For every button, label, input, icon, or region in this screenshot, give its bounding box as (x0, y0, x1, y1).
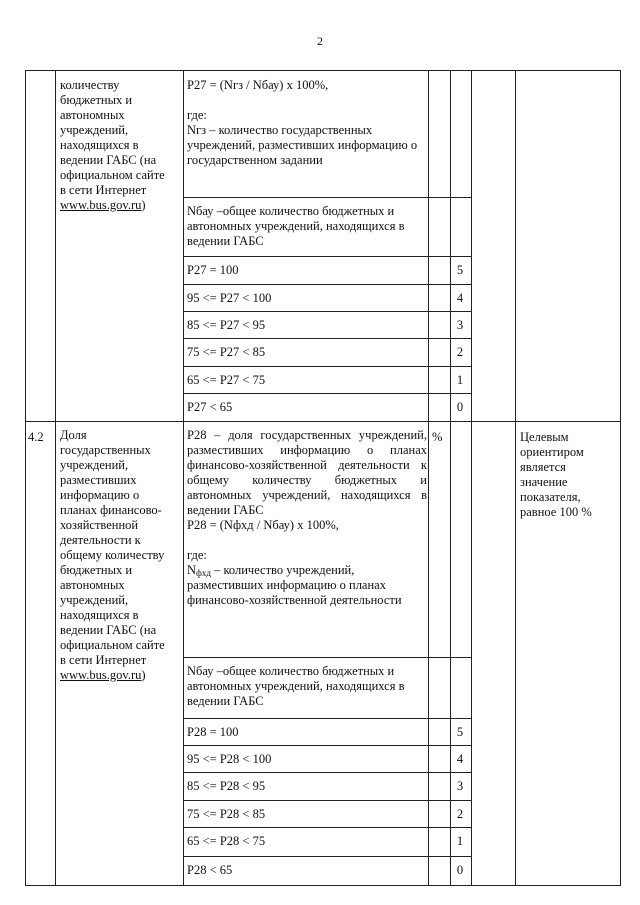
name-line: количеству (60, 78, 120, 92)
definition-nbau-continued: Nбау –общее количество бюджетных и автономных учреждений, находящихся в ведении ГАБС (187, 204, 405, 248)
name-line: Доля (60, 428, 87, 442)
name-line: официальном сайте (60, 638, 165, 652)
name-line: учреждений, (60, 458, 129, 472)
name-line: находящихся в (60, 608, 139, 622)
bus-gov-link[interactable]: www.bus.gov.ru (60, 198, 142, 212)
name-line: информацию о (60, 488, 140, 502)
criteria-condition: 95 <= P27 < 100 (187, 291, 272, 305)
name-line: в сети Интернет (60, 183, 147, 197)
indicator-name-4-2 (60, 428, 180, 683)
criteria-score: 0 (456, 863, 464, 877)
formula-p27: P27 = (Nгз / Nбау) х 100%, (187, 78, 329, 92)
criteria-score: 5 (456, 725, 464, 739)
criteria-score: 5 (456, 263, 464, 277)
definition-ngz: Nгз – количество государственных учреждений, разместивших информацию о государственном задании (187, 123, 418, 167)
name-line: бюджетных и (60, 93, 133, 107)
criteria-score: 3 (456, 318, 464, 332)
name-line: находящихся в (60, 138, 139, 152)
where-label: где: (187, 108, 207, 122)
criteria-condition: P27 < 65 (187, 400, 233, 414)
criteria-score: 2 (456, 345, 464, 359)
criteria-score: 4 (456, 752, 464, 766)
name-line: автономных (60, 108, 125, 122)
criteria-condition: P28 = 100 (187, 725, 239, 739)
formula-cell-continued (187, 78, 427, 168)
page-number: 2 (317, 34, 323, 48)
criteria-score: 4 (456, 291, 464, 305)
name-line: учреждений, (60, 123, 129, 137)
criteria-condition: 75 <= P28 < 85 (187, 807, 266, 821)
indicator-name-continued (60, 78, 180, 213)
name-line: в сети Интернет (60, 653, 147, 667)
criteria-condition: 65 <= P27 < 75 (187, 373, 266, 387)
link-suffix: ) (141, 668, 146, 682)
definition-nfhd: $N_{фхд}$ – количество учреждений, разместивших информацию о планах финансово-хозяйственной деятельности (187, 563, 402, 607)
name-line: бюджетных и (60, 563, 133, 577)
formula-cell-4-2 (187, 428, 427, 608)
name-line: государственных (60, 443, 151, 457)
name-line: автономных (60, 578, 125, 592)
criteria-score: 3 (456, 779, 464, 793)
name-line: учреждений, (60, 593, 129, 607)
link-suffix: ) (141, 198, 146, 212)
criteria-condition: 65 <= P28 < 75 (187, 834, 266, 848)
criteria-score: 2 (456, 807, 464, 821)
name-line: хозяйственной (60, 518, 139, 532)
criteria-score: 1 (456, 373, 464, 387)
criteria-condition: 75 <= P27 < 85 (187, 345, 266, 359)
name-line: общему количеству (60, 548, 165, 562)
bus-gov-link[interactable]: www.bus.gov.ru (60, 668, 142, 682)
name-line: официальном сайте (60, 168, 165, 182)
description-p28: P28 – доля государственных учреждений, разместивших информацию о планах финансово-хозяйственной деятельности к общему количеству бюджетных и автономных учреждений, находящихся в ведении ГАБС (187, 428, 427, 517)
name-line: планах финансово- (60, 503, 162, 517)
criteria-score: 1 (456, 834, 464, 848)
unit-percent: % (432, 430, 443, 444)
criteria-condition: 95 <= P28 < 100 (187, 752, 272, 766)
target-note: Целевым ориентиром является значение показателя, равное 100 % (520, 430, 592, 519)
formula-p28: P28 = (Nфхд / Nбау) х 100%, (187, 518, 339, 532)
criteria-condition: P27 = 100 (187, 263, 239, 277)
criteria-score: 0 (456, 400, 464, 414)
criteria-condition: P28 < 65 (187, 863, 233, 877)
row-number: 4.2 (28, 430, 44, 444)
definition-nbau-4-2: Nбау –общее количество бюджетных и автономных учреждений, находящихся в ведении ГАБС (187, 664, 405, 708)
criteria-condition: 85 <= P27 < 95 (187, 318, 266, 332)
name-line: ведении ГАБС (на (60, 623, 157, 637)
name-line: деятельности к (60, 533, 141, 547)
name-line: разместивших (60, 473, 137, 487)
name-line: ведении ГАБС (на (60, 153, 157, 167)
where-label: где: (187, 548, 207, 562)
criteria-condition: 85 <= P28 < 95 (187, 779, 266, 793)
